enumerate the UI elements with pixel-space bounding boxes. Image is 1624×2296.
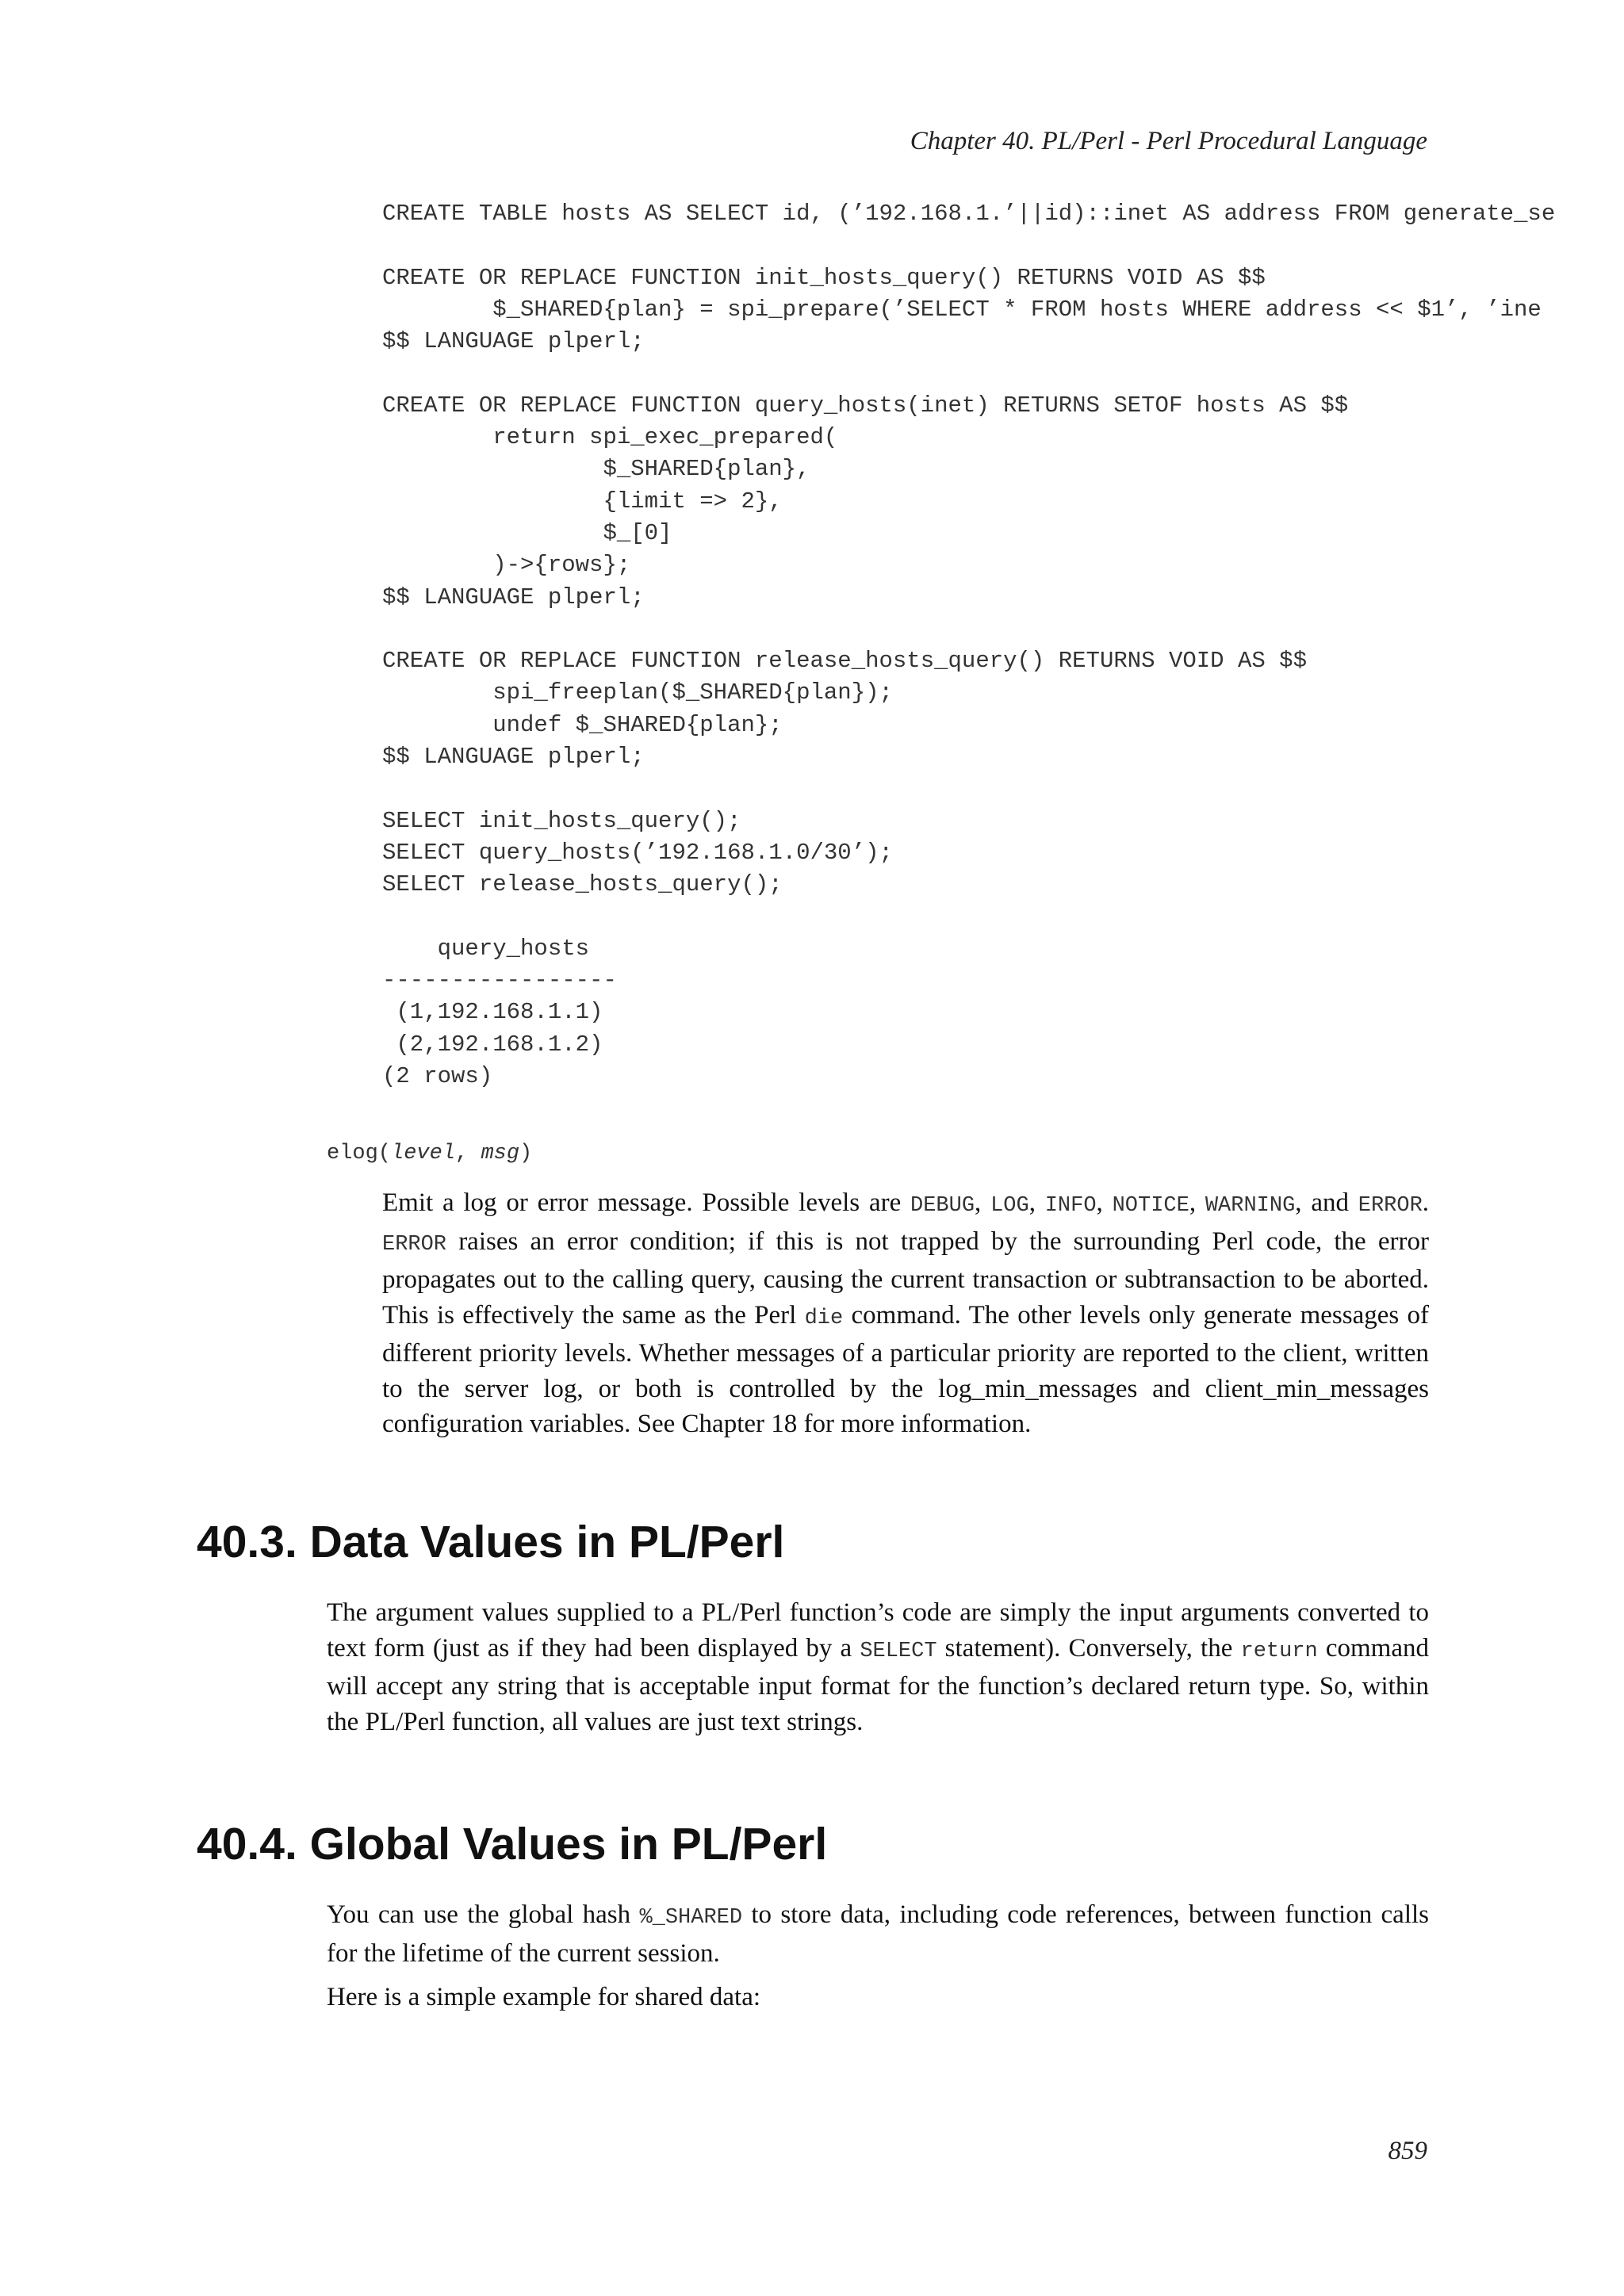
elog-param-msg: msg <box>481 1142 520 1165</box>
code-line: (2 rows) <box>382 1063 493 1090</box>
code-line: spi_freeplan($_SHARED{plan}); <box>382 679 893 706</box>
elog-param-level: level <box>391 1142 456 1165</box>
separator: , <box>1028 1188 1045 1217</box>
code-line: query_hosts <box>382 935 590 962</box>
code-line: )->{rows}; <box>382 552 631 579</box>
code-example <box>382 198 1624 1093</box>
code-line <box>382 358 1624 389</box>
separator: , <box>975 1188 991 1217</box>
code-line: $$ LANGUAGE plperl; <box>382 328 645 355</box>
level-info: INFO <box>1044 1194 1097 1218</box>
code-line: $$ LANGUAGE plperl; <box>382 584 645 610</box>
paragraph-text: The argument values supplied to a PL/Perl function’s code are simply the input arguments converted to text form (just as if they had been displayed by a <box>327 1598 1429 1663</box>
perl-die-command: die <box>804 1306 844 1330</box>
code-line: $$ LANGUAGE plperl; <box>382 744 645 771</box>
page-number: 859 <box>1388 2137 1427 2165</box>
section-heading-data-values: 40.3. Data Values in PL/Perl <box>197 1517 785 1567</box>
elog-close-paren: ) <box>519 1142 533 1165</box>
section-heading-global-values: 40.4. Global Values in PL/Perl <box>197 1819 828 1869</box>
code-line: CREATE OR REPLACE FUNCTION release_hosts_query() RETURNS VOID AS $$ <box>382 648 1307 675</box>
code-line: $_SHARED{plan} = spi_prepare(’SELECT * FROM hosts WHERE address << $1’, ’ine <box>382 296 1542 323</box>
separator: , and <box>1295 1188 1358 1217</box>
elog-text: command. The other levels only generate messages of different priority levels. Whether messages of a particular priority are reported to the client, written to the server log, or both is controlled by the log_min_messages and client_min_messages configuration variables. See Chapter 18 for more information. <box>382 1300 1429 1438</box>
elog-func-name: elog( <box>327 1142 392 1165</box>
paragraph-text: You can use the global hash <box>327 1900 640 1929</box>
level-warning: WARNING <box>1205 1194 1296 1218</box>
level-error: ERROR <box>1358 1194 1423 1218</box>
code-line: SELECT query_hosts(’192.168.1.0/30’); <box>382 839 893 866</box>
code-line: ----------------- <box>382 967 617 994</box>
paragraph-text: command will accept any string that is acceptable input format for the function’s declared return type. So, within the PL/Perl function, all values are just text strings. <box>327 1633 1429 1736</box>
code-line <box>382 773 1624 805</box>
code-line: return spi_exec_prepared( <box>382 424 838 451</box>
level-error: ERROR <box>382 1232 447 1257</box>
code-line: undef $_SHARED{plan}; <box>382 711 783 738</box>
code-line: CREATE OR REPLACE FUNCTION query_hosts(inet) RETURNS SETOF hosts AS $$ <box>382 392 1349 419</box>
separator: . <box>1422 1188 1430 1217</box>
code-line: (1,192.168.1.1) <box>382 999 603 1026</box>
return-keyword: return <box>1240 1639 1318 1663</box>
select-keyword: SELECT <box>860 1639 937 1663</box>
elog-text: Emit a log or error message. Possible levels are <box>382 1188 911 1217</box>
level-log: LOG <box>990 1194 1029 1218</box>
separator: , <box>1096 1188 1113 1217</box>
level-debug: DEBUG <box>910 1194 975 1218</box>
level-notice: NOTICE <box>1112 1194 1189 1218</box>
code-line: $_SHARED{plan}, <box>382 456 810 483</box>
code-line <box>382 230 1624 262</box>
code-line <box>382 901 1624 933</box>
code-line: {limit => 2}, <box>382 488 783 515</box>
data-values-paragraph <box>327 1595 1429 1739</box>
shared-hash-name: %_SHARED <box>639 1906 743 1930</box>
running-header: Chapter 40. PL/Perl - Perl Procedural Language <box>910 127 1427 155</box>
code-line: CREATE TABLE hosts AS SELECT id, (’192.168.1.’||id)::inet AS address FROM generate_se <box>382 201 1556 227</box>
global-values-paragraph <box>327 1897 1429 1971</box>
code-line: SELECT release_hosts_query(); <box>382 871 783 898</box>
elog-param-separator: , <box>455 1142 481 1165</box>
code-line: $_[0] <box>382 519 672 546</box>
code-line: (2,192.168.1.2) <box>382 1031 603 1058</box>
elog-description <box>382 1185 1429 1442</box>
code-line: SELECT init_hosts_query(); <box>382 807 741 834</box>
example-intro: Here is a simple example for shared data: <box>327 1983 761 2011</box>
paragraph-text: statement). Conversely, the <box>936 1633 1241 1663</box>
code-line: CREATE OR REPLACE FUNCTION init_hosts_query() RETURNS VOID AS $$ <box>382 264 1266 291</box>
elog-text: raises an error condition; if this is not trapped by the surrounding Perl code, the error propagates out to the calling query, causing the current transaction or subtransaction to be aborted. This is effectively the same as the Perl <box>382 1226 1429 1330</box>
paragraph-text: to store data, including code references, between function calls for the lifetime of the current session. <box>327 1900 1430 1968</box>
code-line <box>382 614 1624 645</box>
elog-function-signature <box>327 1142 532 1165</box>
separator: , <box>1189 1188 1205 1217</box>
